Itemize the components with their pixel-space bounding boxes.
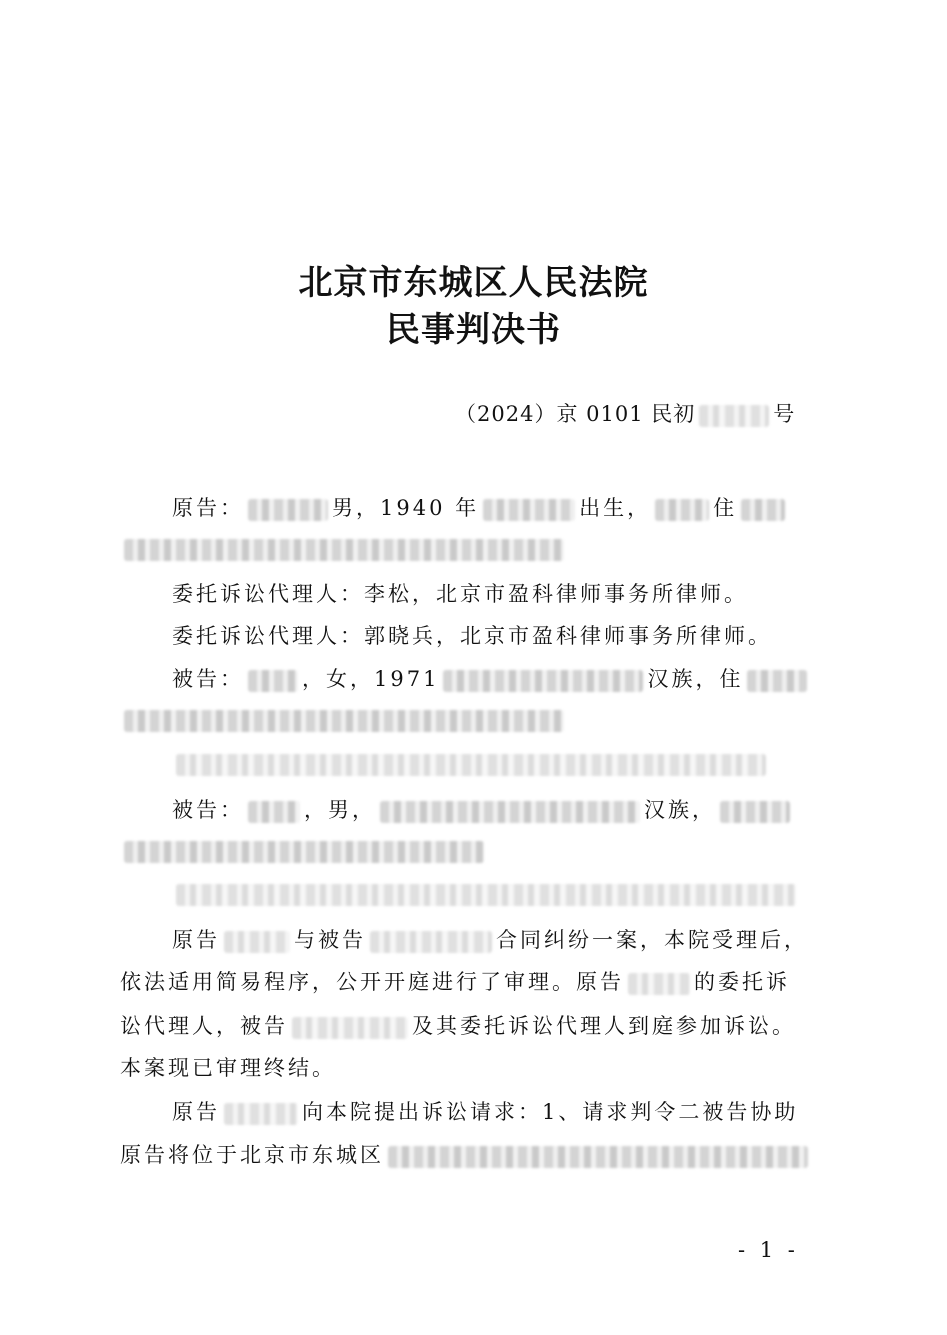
defendant1-label: 被告： [172, 667, 244, 691]
redacted-block [224, 1103, 298, 1125]
text-segment: 的委托诉 [694, 970, 790, 994]
redacted-block [124, 841, 484, 863]
text-segment: 原告 [172, 1100, 220, 1124]
text-segment: 与被告 [294, 928, 366, 952]
case-number [455, 398, 795, 428]
agent1-line: 委托诉讼代理人：李松，北京市盈科律师事务所律师。 [172, 582, 748, 606]
paragraph2-line1 [172, 1096, 798, 1126]
plaintiff-residence: 住 [713, 496, 738, 520]
redacted-block [124, 539, 564, 561]
paragraph1-line4: 本案现已审理终结。 [120, 1056, 336, 1080]
plaintiff-label: 原告： [172, 496, 244, 520]
defendant2-ethnic: 汉族， [644, 798, 716, 822]
redacted-block [248, 670, 298, 692]
paragraph1-line3 [120, 1010, 796, 1040]
page-number: - 1 - [738, 1238, 799, 1262]
defendant2-info: ，男， [304, 798, 376, 822]
redacted-block [443, 670, 643, 692]
text-segment: 依法适用简易程序，公开开庭进行了审理。原告 [120, 970, 624, 994]
text-segment: 讼代理人，被告 [120, 1014, 288, 1038]
redacted-block [124, 710, 564, 732]
defendant1-extra-line [172, 751, 770, 776]
text-segment: 原告 [172, 928, 220, 952]
redacted-block [747, 670, 807, 692]
document-type: 民事判决书 [386, 310, 561, 350]
plaintiff-line [172, 492, 789, 522]
defendant1-info: ，女，1971 [302, 667, 440, 691]
case-number-prefix: （2024）京 0101 民初 [455, 402, 696, 426]
defendant2-extra-line [172, 881, 800, 906]
redacted-block [699, 405, 769, 427]
redacted-block [720, 801, 790, 823]
redacted-block [388, 1146, 808, 1168]
redacted-block [380, 801, 640, 823]
defendant2-address-line [120, 838, 488, 863]
redacted-block [176, 754, 766, 776]
redacted-block [655, 499, 709, 521]
redacted-block [248, 499, 328, 521]
plaintiff-address-line [120, 536, 568, 561]
redacted-block [292, 1017, 408, 1039]
redacted-block [628, 973, 690, 995]
redacted-block [248, 801, 300, 823]
paragraph1-line2 [120, 966, 790, 996]
agent2-line: 委托诉讼代理人：郭晓兵，北京市盈科律师事务所律师。 [172, 624, 772, 648]
paragraph2-line2 [120, 1139, 812, 1169]
defendant1-line [172, 663, 811, 693]
defendant1-address-line [120, 707, 568, 732]
redacted-block [176, 884, 796, 906]
case-number-suffix: 号 [773, 402, 796, 426]
redacted-block [483, 499, 575, 521]
defendant2-line [172, 794, 794, 824]
defendant1-ethnic: 汉族，住 [647, 667, 744, 691]
court-name: 北京市东城区人民法院 [298, 263, 649, 303]
redacted-block [224, 931, 290, 953]
redacted-block [741, 499, 785, 521]
redacted-block [370, 931, 492, 953]
plaintiff-born: 出生， [579, 496, 652, 520]
text-segment: 合同纠纷一案，本院受理后， [496, 928, 808, 952]
text-segment: 原告将位于北京市东城区 [120, 1143, 384, 1167]
defendant2-label: 被告： [172, 798, 244, 822]
paragraph1-line1 [172, 924, 808, 954]
text-segment: 向本院提出诉讼请求：1、请求判令二被告协助 [302, 1100, 799, 1124]
plaintiff-gender-year: 男，1940 年 [332, 496, 480, 520]
text-segment: 及其委托诉讼代理人到庭参加诉讼。 [412, 1014, 796, 1038]
